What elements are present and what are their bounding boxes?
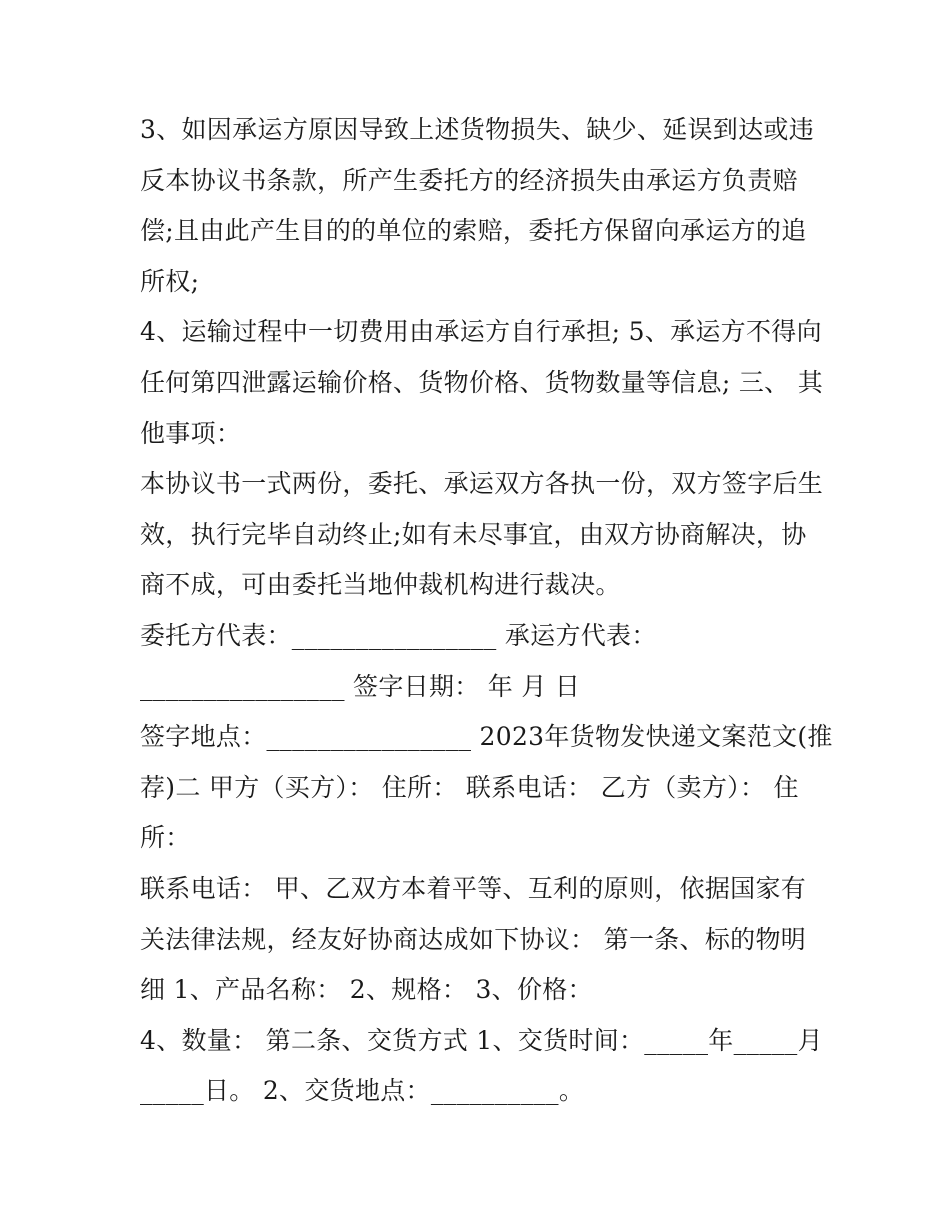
text-line: ________________ 签字日期： 年 月 日: [140, 672, 581, 701]
text-line: 委托方代表：________________ 承运方代表：: [140, 621, 657, 650]
text-line: 偿;且由此产生目的的单位的索赔，委托方保留向承运方的追: [140, 216, 807, 245]
text-line: 所：: [140, 823, 191, 852]
text-line: 细 1、产品名称： 2、规格： 3、价格：: [140, 975, 593, 1004]
text-line: 3、如因承运方原因导致上述货物损失、缺少、延误到达或违: [140, 115, 815, 144]
text-line: 荐)二 甲方（买方）： 住所： 联系电话： 乙方（卖方）： 住: [140, 773, 799, 802]
text-line: 签字地点：________________ 2023年货物发快递文案范文(推: [140, 722, 833, 751]
text-line: 反本协议书条款，所产生委托方的经济损失由承运方负责赔: [140, 166, 798, 195]
text-line: 商不成，可由委托当地仲裁机构进行裁决。: [140, 570, 621, 599]
text-line: 4、数量： 第二条、交货方式 1、交货时间：_____年_____月: [140, 1026, 823, 1055]
text-line: 效，执行完毕自动终止;如有未尽事宜，由双方协商解决，协: [140, 520, 807, 549]
text-line: 他事项：: [140, 419, 242, 448]
text-line: 所权;: [140, 267, 200, 296]
text-line: 本协议书一式两份，委托、承运双方各执一份，双方签字后生: [140, 469, 824, 498]
text-line: 联系电话： 甲、乙双方本着平等、互利的原则，依据国家有: [140, 874, 807, 903]
text-line: 关法律法规，经友好协商达成如下协议： 第一条、标的物明: [140, 925, 807, 954]
text-line: 任何第四泄露运输价格、货物价格、货物数量等信息; 三、 其: [140, 368, 824, 397]
text-line: 4、运输过程中一切费用由承运方自行承担; 5、承运方不得向: [140, 317, 822, 346]
text-line: _____日。 2、交货地点：__________。: [140, 1076, 585, 1105]
